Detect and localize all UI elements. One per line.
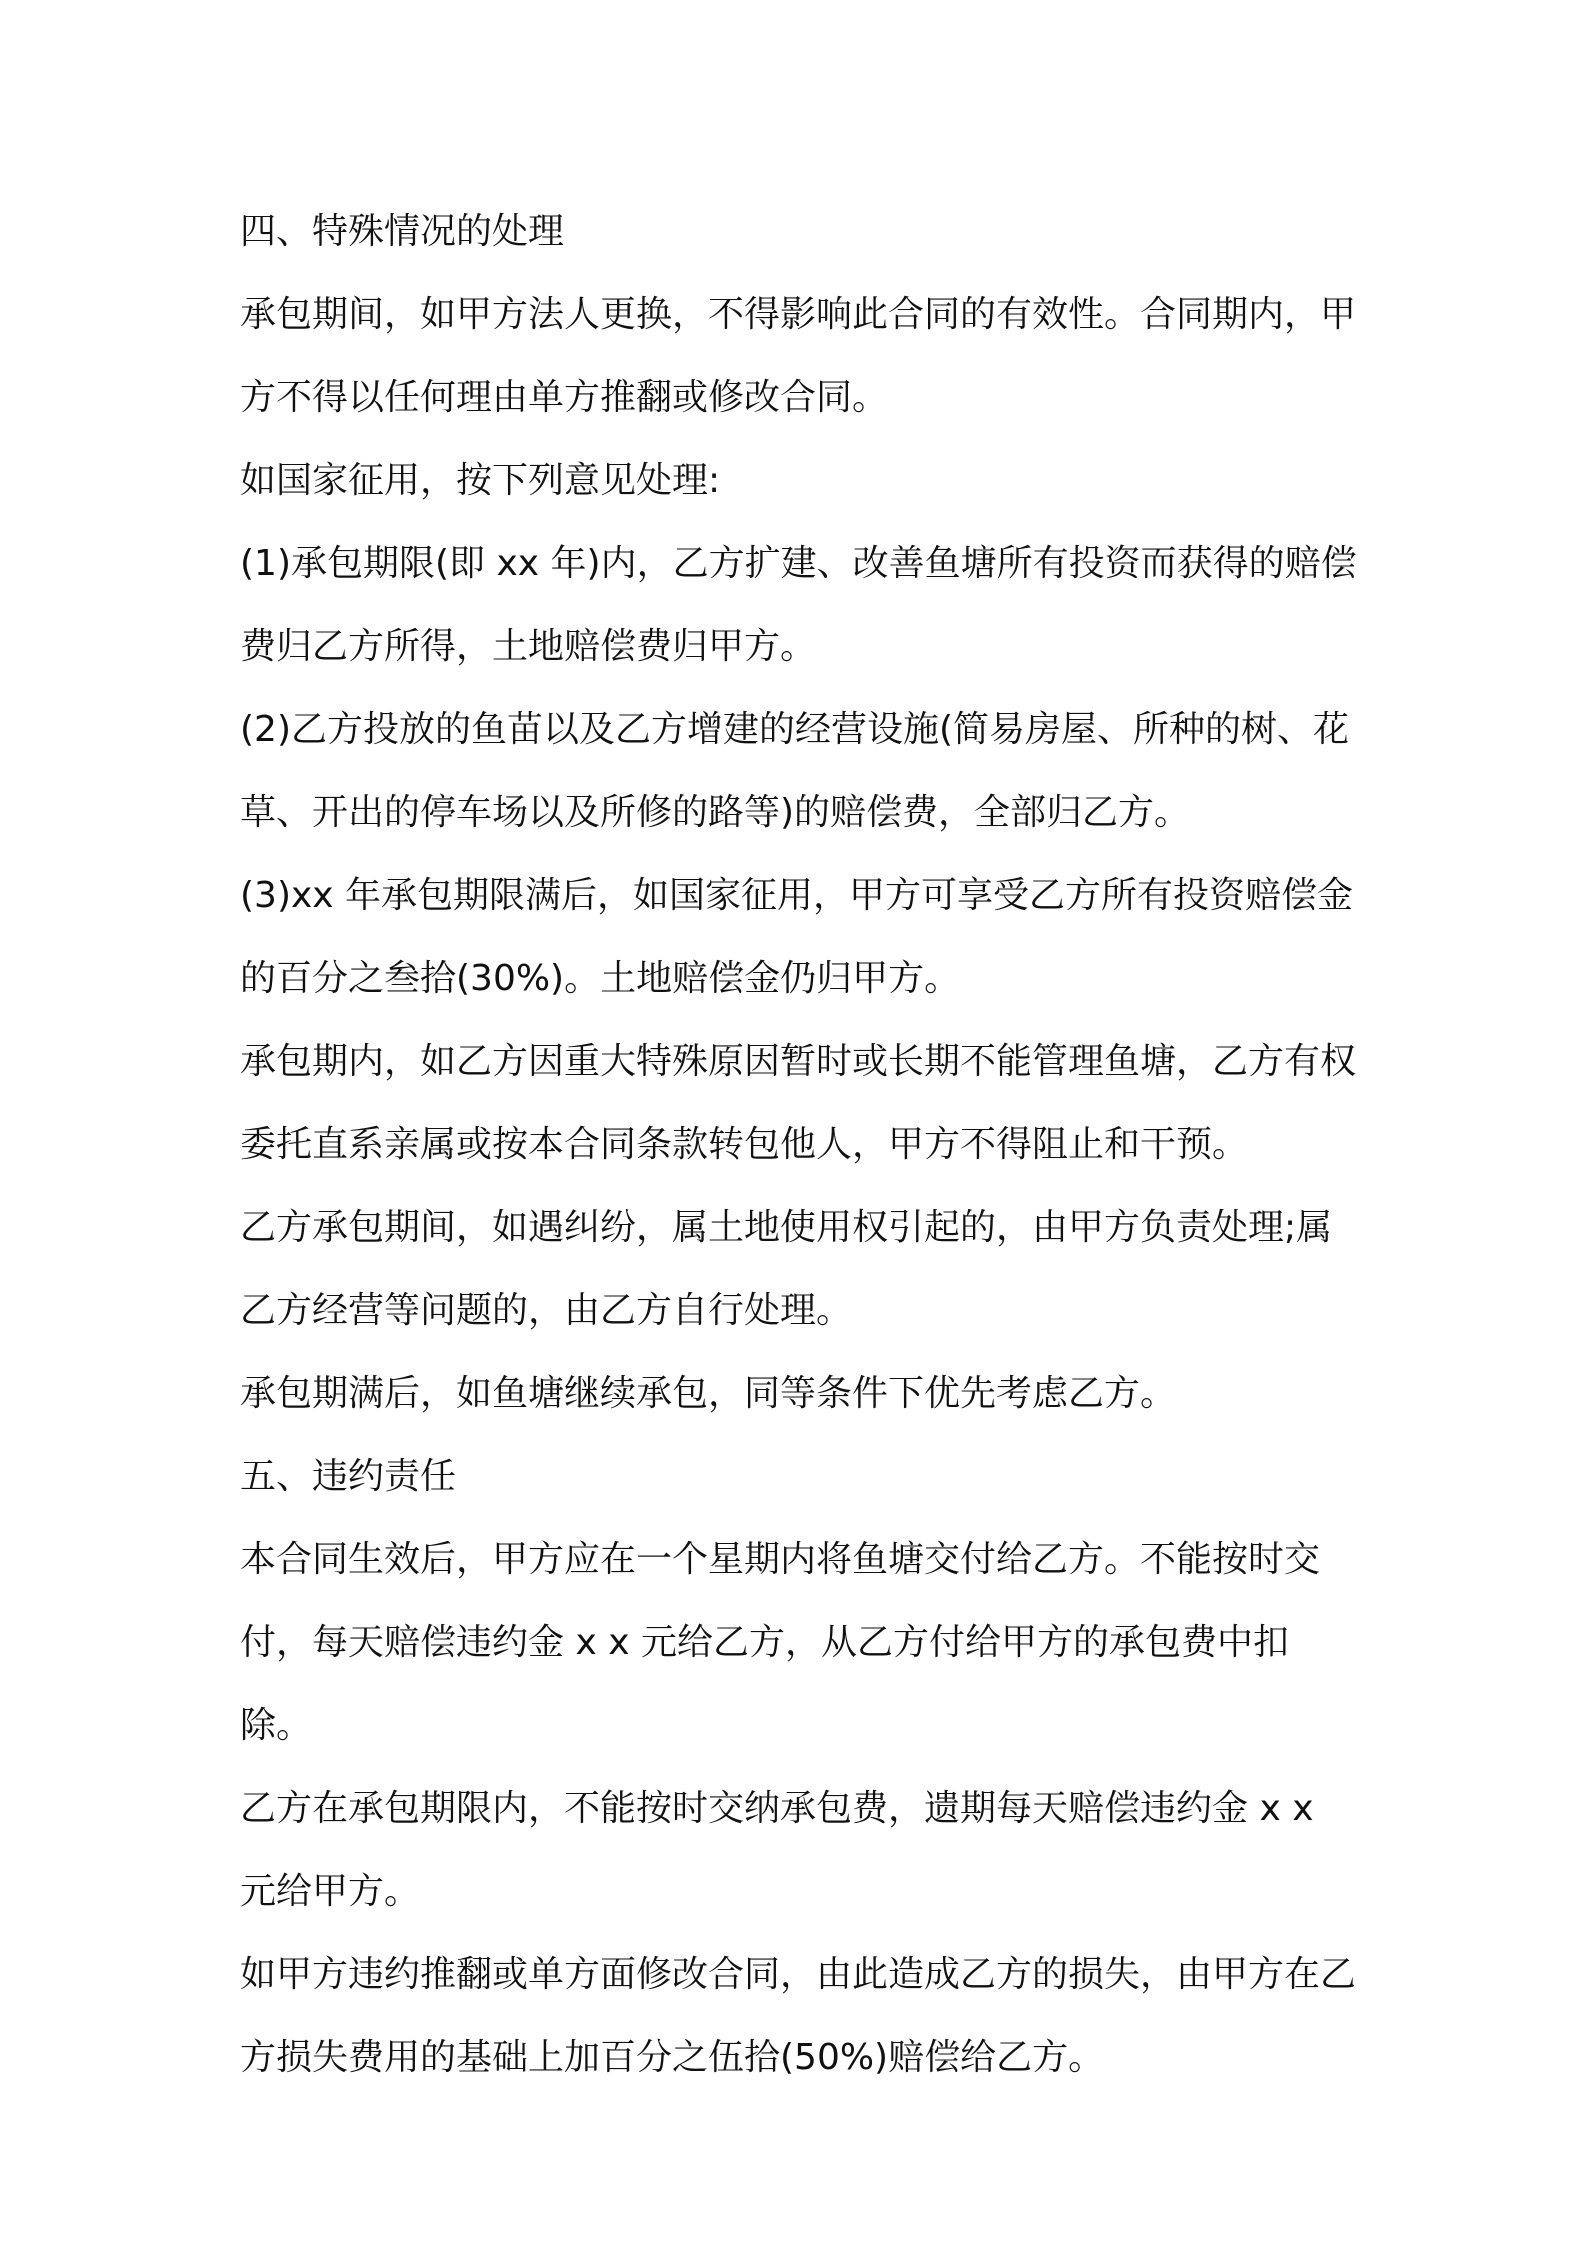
section-5-heading: 五、违约责任 xyxy=(240,1456,457,1497)
section-4-heading: 四、特殊情况的处理 xyxy=(240,211,565,252)
section-5-paragraph: 如甲方违约推翻或单方面修改合同，由此造成乙方的损失，由甲方在乙方损失费用的基础上加百分之伍拾(50%)赔偿给乙方。 xyxy=(240,1954,1357,2078)
section-4-paragraph: 乙方承包期间，如遇纠纷，属土地使用权引起的，由甲方负责处理;属乙方经营等问题的，由乙方自行处理。 xyxy=(240,1207,1333,1331)
section-4-paragraph: 承包期满后，如鱼塘继续承包，同等条件下优先考虑乙方。 xyxy=(240,1373,1177,1414)
section-4-paragraph: (2)乙方投放的鱼苗以及乙方增建的经营设施(简易房屋、所种的树、花草、开出的停车场以及所修的路等)的赔偿费，全部归乙方。 xyxy=(240,709,1350,833)
section-4-paragraph: 承包期间，如甲方法人更换，不得影响此合同的有效性。合同期内，甲方不得以任何理由单方推翻或修改合同。 xyxy=(240,294,1357,418)
section-5-paragraph: 乙方在承包期限内，不能按时交纳承包费，遗期每天赔偿违约金 x x 元给甲方。 xyxy=(240,1788,1314,1912)
section-5-paragraph: 本合同生效后，甲方应在一个星期内将鱼塘交付给乙方。不能按时交付，每天赔偿违约金 x x 元给乙方，从乙方付给甲方的承包费中扣除。 xyxy=(240,1539,1321,1746)
document-body xyxy=(240,190,1360,2099)
section-4-paragraph: (3)xx 年承包期限满后，如国家征用，甲方可享受乙方所有投资赔偿金的百分之叁拾(30%)。土地赔偿金仍归甲方。 xyxy=(240,875,1354,999)
section-4-paragraph: 如国家征用，按下列意见处理: xyxy=(240,460,721,501)
section-4-paragraph: 承包期内，如乙方因重大特殊原因暂时或长期不能管理鱼塘，乙方有权委托直系亲属或按本合同条款转包他人，甲方不得阻止和干预。 xyxy=(240,1041,1357,1165)
section-4-paragraph: (1)承包期限(即 xx 年)内，乙方扩建、改善鱼塘所有投资而获得的赔偿费归乙方所得，土地赔偿费归甲方。 xyxy=(240,543,1357,667)
